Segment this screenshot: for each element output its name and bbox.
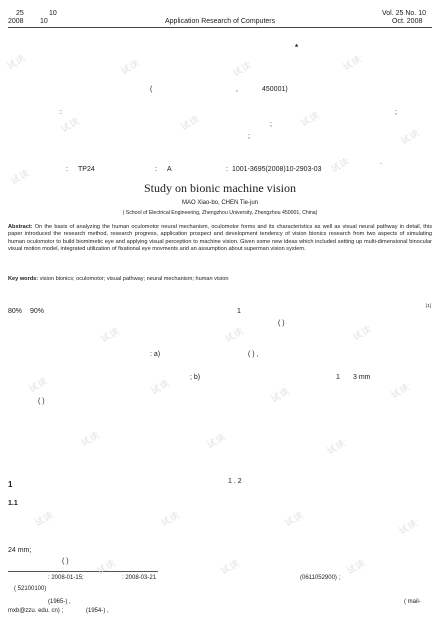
- section-1-2-ref: 1 . 2: [228, 478, 242, 485]
- footnote-fund-2: ( 52100100): [14, 586, 47, 592]
- watermark: 试读: [223, 326, 246, 346]
- article-id: 1001-3695(2008)10-2903-03: [232, 166, 322, 173]
- authors: MAO Xiao-bo, CHEN Tie-jun: [181, 200, 259, 206]
- watermark: 试读: [283, 510, 306, 530]
- watermark: 试读: [179, 114, 202, 134]
- watermark: 试读: [329, 156, 352, 176]
- watermark: 试读: [95, 558, 118, 578]
- watermark: 试读: [351, 324, 374, 344]
- english-title: Study on bionic machine vision: [144, 181, 296, 195]
- footnote-revised: : 2008-03-21: [122, 575, 157, 581]
- cn-affiliation-comma: ,: [236, 86, 238, 93]
- abstract: [8, 224, 432, 253]
- body-24mm: 24 mm;: [8, 547, 32, 554]
- header-rule: [8, 27, 432, 28]
- watermark: 试读: [9, 168, 32, 188]
- affiliation: ( School of Electrical Engineering, Zhengzhou University, Zhengzhou 450001, China): [122, 210, 318, 216]
- watermark: 试读: [119, 58, 142, 78]
- journal-name: Application Research of Computers: [165, 18, 276, 25]
- body-paren-3: ( ): [38, 398, 45, 405]
- watermark: 试读: [27, 376, 50, 396]
- clc-colon: :: [66, 166, 68, 173]
- watermark: 试读: [59, 116, 82, 136]
- watermark: 试读: [33, 510, 56, 530]
- keywords-label: Key words:: [8, 276, 39, 282]
- keywords-text: vision bionics; oculomotor; visual pathway; neural mechanism; human vision: [39, 276, 229, 282]
- cn-abstract-mark-4: ;: [248, 133, 250, 140]
- header-issue-number: 25: [16, 10, 24, 17]
- watermark: 试读: [389, 382, 412, 402]
- watermark: 试读: [159, 510, 182, 530]
- body-paren-1: ( ): [278, 320, 285, 327]
- section-1-heading: 1: [8, 480, 13, 489]
- body-reference-1: [1]: [426, 303, 432, 308]
- watermark: 试读: [231, 60, 254, 80]
- body-percent-1: 80%: [8, 308, 23, 315]
- body-percent-2: 90%: [30, 308, 45, 315]
- abstract-text: On the basis of analyzing the human oculomotor neural mechanism, oculomotor forms and its characteristics as well as visual neural pathway in detail, this paper introduced the research method, research progress, application prospect and development tendency of vision bionics research from two aspects of simulating human oculomotor to build biomimetic eye and applying visual perception to machine vision. Given some new ideas which included setting up multi-dimensional binocular visual motion model, integrated utilization of fixational eye movments and an assumption about superman vision system.: [8, 224, 433, 252]
- section-1-1-heading: 1.1: [8, 500, 18, 507]
- body-paren-4: ( ): [62, 558, 69, 565]
- cn-abstract-mark-1: :: [60, 109, 62, 116]
- footnote-email: mxb@zzu. edu. cn) ;: [8, 608, 64, 614]
- footnote-fund-1: (0611052900) ;: [300, 575, 341, 581]
- footnote-author-1: (1965-) ,: [48, 599, 71, 605]
- watermark: 试读: [205, 432, 228, 452]
- watermark: 试读: [79, 430, 102, 450]
- watermark: 试读: [99, 326, 122, 346]
- watermark: 试读: [149, 378, 172, 398]
- article-id-colon: :: [226, 166, 228, 173]
- body-mm: 3 mm: [353, 374, 371, 381]
- watermark: 试读: [5, 53, 28, 73]
- header-date: Oct. 2008: [392, 18, 423, 25]
- header-month: 10: [40, 18, 48, 25]
- body-a-mark: : a): [150, 351, 161, 358]
- footnote-mail-open: ( mail-: [404, 599, 421, 605]
- cn-abstract-mark-5: .: [380, 159, 382, 166]
- watermark: 试读: [397, 518, 420, 538]
- title-footnote-mark: *: [295, 43, 299, 52]
- cn-abstract-mark-3: ;: [270, 121, 272, 128]
- header-year: 2008: [8, 18, 24, 25]
- footnote-rule: [8, 571, 158, 572]
- body-number-2: 1: [336, 374, 340, 381]
- doc-code: A: [167, 166, 172, 173]
- header-volume: Vol. 25 No. 10: [382, 10, 426, 17]
- keywords: [8, 276, 432, 283]
- watermark: 试读: [341, 54, 364, 74]
- watermark: 试读: [299, 110, 322, 130]
- cn-affiliation-paren: (: [150, 86, 153, 93]
- watermark: 试读: [269, 386, 292, 406]
- watermark: 试读: [399, 128, 422, 148]
- cn-abstract-mark-2: ;: [395, 109, 397, 116]
- watermark: 试读: [325, 438, 348, 458]
- doc-code-colon: :: [155, 166, 157, 173]
- body-number-1: 1: [237, 308, 241, 315]
- footnote-author-2: (1954-) ,: [86, 608, 109, 614]
- footnote-received: : 2008-01-15;: [48, 575, 84, 581]
- clc-number: TP24: [78, 166, 95, 173]
- body-paren-2: ( ) ,: [248, 351, 259, 358]
- abstract-label: Abstract:: [8, 224, 33, 230]
- header-issue-number-2: 10: [49, 10, 57, 17]
- cn-affiliation-zip: 450001): [262, 86, 288, 93]
- body-b-mark: ; b): [190, 374, 201, 381]
- watermark: 试读: [345, 558, 368, 578]
- watermark: 试读: [219, 558, 242, 578]
